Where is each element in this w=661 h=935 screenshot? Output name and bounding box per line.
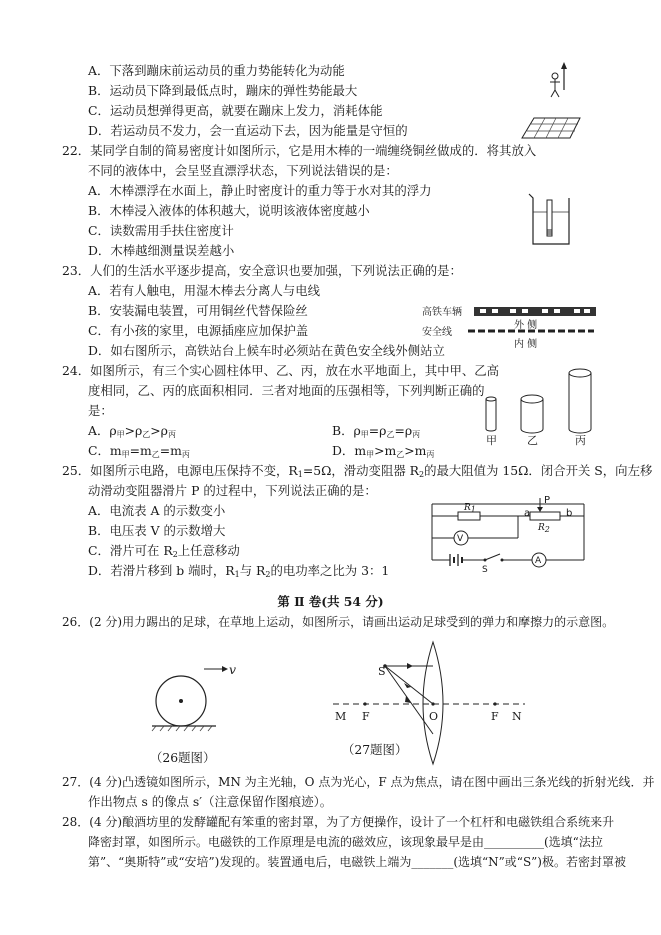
end-b-label: b — [566, 508, 573, 519]
convex-lens-figure — [325, 638, 530, 766]
three-cylinders-figure — [478, 365, 598, 450]
rail-vehicle-label: 高铁车辆 — [422, 307, 462, 318]
football-figure — [148, 660, 258, 770]
q23-option-b: B．安装漏电装置，可用铜丝代替保险丝 — [88, 303, 308, 318]
q27-figure-caption: （27题图） — [342, 742, 408, 757]
q22-stem-line2: 不同的液体中，会呈竖直漂浮状态，下列说法错误的是： — [88, 163, 398, 178]
q21-option-c: C．运动员想弹得更高，就要在蹦床上发力，消耗体能 — [88, 103, 383, 118]
cylinder-jia-label: 甲 — [486, 434, 497, 447]
q22-option-a: A．木棒漂浮在水面上，静止时密度计的重力等于水对其的浮力 — [88, 183, 432, 198]
q27-stem-line2: 作出物点 s 的像点 s′（注意保留作图痕迹）。 — [88, 794, 333, 809]
q25-stem-line2: 动滑动变阻器滑片 P 的过程中，下列说法正确的是： — [88, 483, 377, 498]
outer-side-label: 外 侧 — [514, 320, 538, 331]
q24-stem-line3: 是： — [88, 403, 113, 418]
q24-stem-line1: 24．如图所示，有三个实心圆柱体甲、乙、丙，放在水平地面上，其中甲、乙高 — [62, 363, 500, 378]
object-point-s-label: S — [378, 665, 386, 678]
optical-center-o-label: O — [429, 710, 439, 723]
q25-option-b: B．电压表 V 的示数增大 — [88, 523, 226, 538]
q21-option-a: A．下落到蹦床前运动员的重力势能转化为动能 — [88, 63, 345, 78]
hydrometer-beaker-figure — [525, 190, 575, 250]
q24-option-c: C．$m_甲=m_乙=m_丙$ — [88, 443, 190, 459]
q25-option-d: D．若滑片移到 b 端时，$R_1$与 $R_2$的电功率之比为 3：1 — [88, 563, 390, 579]
cylinder-yi-label: 乙 — [527, 434, 538, 447]
q28-stem-line3: 第”、“奥斯特”或“安培”)发现的。装置通电后，电磁铁上端为_______(选填“N”或“S”)极。若密封罩被 — [88, 855, 626, 869]
focus-right-label: F — [491, 710, 499, 723]
q27-stem-line1: 27．(4 分)凸透镜如图所示，MN 为主光轴，O 点为光心，F 点为焦点，请在图中画出三条光线的折射光线．并 — [62, 775, 655, 789]
q23-option-a: A．若有人触电，用湿木棒去分离人与电线 — [88, 283, 320, 298]
q28-stem-line1: 28．(4 分)酿酒坊里的发酵罐配有笨重的密封罩，为了方便操作，设计了一个杠杆和电磁铁组合系统来升 — [62, 815, 615, 829]
part-two-title: 第 Ⅱ 卷(共 54 分) — [277, 594, 384, 609]
q23-option-c: C．有小孩的家里，电源插座应加保护盖 — [88, 323, 309, 338]
axis-m-label: M — [335, 710, 347, 723]
q28-stem-line2: 降密封罩，如图所示。电磁铁的工作原理是电流的磁效应，该现象最早是由__________(选填“法拉 — [88, 835, 603, 849]
ammeter-label: A — [535, 556, 542, 566]
trampoline-figure — [512, 60, 592, 155]
q26-stem: 26．(2 分)用力踢出的足球，在草地上运动，如图所示，请画出运动足球受到的弹力和摩擦力的示意图。 — [62, 615, 615, 629]
q25-stem-line1: 25．如图所示电路，电源电压保持不变，$R_1=5\Omega$，滑动变阻器 $R_2$的最大阻值为 15Ω．闭合开关 S，向左移 — [62, 463, 653, 479]
q22-option-b: B．木棒浸入液体的体积越大，说明该液体密度越小 — [88, 203, 370, 218]
high-speed-rail-platform-figure — [418, 305, 598, 351]
cylinder-bing-label: 丙 — [575, 434, 586, 447]
safety-line-label: 安全线 — [422, 327, 452, 338]
q26-figure-caption: （26题图） — [150, 750, 216, 765]
q21-option-b: B．运动员下降到最低点时，蹦床的弹性势能最大 — [88, 83, 358, 98]
q22-option-d: D．木棒越细测量误差越小 — [88, 243, 235, 258]
q24-stem-line2: 度相同，乙、丙的底面积相同．三者对地面的压强相等，下列判断正确的 — [88, 383, 485, 398]
q24-option-a: A．$\rho_甲>\rho_乙>\rho_丙$ — [88, 423, 176, 439]
velocity-v-label: v — [229, 662, 236, 677]
switch-s-label: S — [482, 565, 488, 575]
q23-stem: 23．人们的生活水平逐步提高，安全意识也要加强，下列说法正确的是： — [62, 263, 462, 278]
q24-option-b: B．$\rho_甲=\rho_乙=\rho_丙$ — [332, 423, 421, 439]
voltmeter-label: V — [457, 534, 464, 544]
inner-side-label: 内 侧 — [514, 339, 538, 350]
resistor-r1-label: R1 — [464, 503, 476, 514]
q23-option-d: D．如右图所示，高铁站台上候车时必须站在黄色安全线外侧站立 — [88, 343, 445, 358]
q22-stem-line1: 22．某同学自制的简易密度计如图所示，它是用木棒的一端缠绕铜丝做成的．将其放入 — [62, 143, 537, 158]
slider-p-label: P — [544, 495, 551, 506]
end-a-label: a — [524, 508, 531, 519]
axis-n-label: N — [512, 710, 522, 723]
focus-left-label: F — [362, 710, 370, 723]
q25-option-a: A．电流表 A 的示数变小 — [88, 503, 226, 518]
q25-option-c: C．滑片可在 $R_2$上任意移动 — [88, 543, 240, 559]
q24-option-d: D．$m_甲>m_乙>m_丙$ — [332, 443, 435, 459]
q21-option-d: D．若运动员不发力，会一直运动下去，因为能量是守恒的 — [88, 123, 408, 138]
circuit-diagram-figure — [428, 494, 588, 575]
q22-option-c: C．读数需用手扶住密度计 — [88, 223, 234, 238]
resistor-r2-label: R2 — [538, 523, 550, 534]
